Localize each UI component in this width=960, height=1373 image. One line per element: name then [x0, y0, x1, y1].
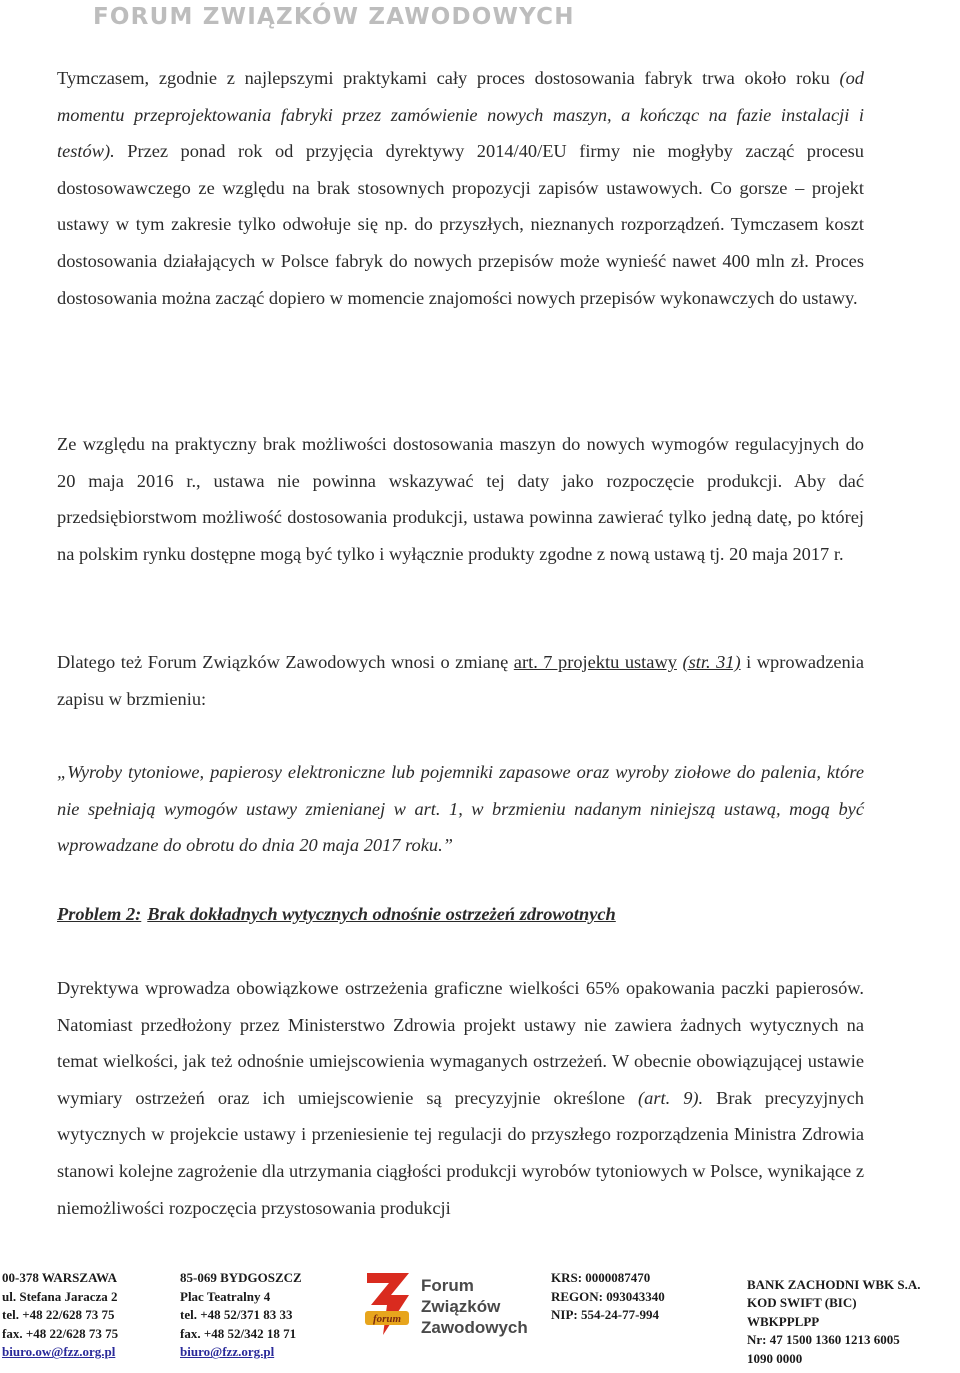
footer-registry-numbers: [551, 1269, 665, 1325]
footer-bank-details: [747, 1276, 920, 1368]
quoted-provision: „Wyroby tytoniowe, papierosy elektroniczne lub pojemniki zapasowe oraz wyroby ziołowe do palenia, które nie spełniają wymogów ustawy zmienianej w art. 1, w brzmieniu nadanym niniejszą ustawą, mogą być wprowadzane do obrotu do dnia 20 maja 2017 roku.”: [57, 762, 864, 856]
footer-bydgoszcz-city: 85-069 BYDGOSZCZ: [180, 1270, 302, 1285]
footer-krs: KRS: 0000087470: [551, 1270, 651, 1285]
footer-account-number: Nr: 47 1500 1360 1213 6005: [747, 1332, 900, 1348]
page-footer: [0, 1266, 960, 1373]
footer-warsaw-fax: fax. +48 22/628 73 75: [2, 1325, 119, 1341]
footer-bydgoszcz-email-link[interactable]: biuro@fzz.org.pl: [180, 1344, 275, 1360]
paragraph-3-text-e: i wprowadzenia zapisu w brzmieniu:: [57, 652, 864, 709]
paragraph-6-italic: (art. 9).: [638, 1087, 704, 1108]
paragraph-6-text-a: Dyrektywa wprowadza obowiązkowe ostrzeżenia graficzne wielkości 65% opakowania paczki papierosów. Natomiast przedłożony przez Ministerstwo Zdrowia projekt ustawy nie zawiera żadnych wytycznych na temat wielkości, jak też odnośnie umiejscowienia wymaganych ostrzeżeń. W obecnie obowiązującej ustawie wymiary ostrzeżeń oraz ich umiejscowienie są precyzyjnie określone: [57, 978, 864, 1108]
problem-heading: [57, 896, 616, 933]
fzz-logo-mark-icon: [361, 1271, 413, 1337]
logo-line-2: Związków: [421, 1297, 501, 1316]
paragraph-1-italic: (od momentu przeprojektowania fabryki przez zamówienie nowych maszyn, a kończąc na fazie instalacji i testów).: [57, 68, 864, 162]
problem-title: Brak dokładnych wytycznych odnośnie ostrzeżeń zdrowotnych: [147, 904, 616, 924]
logo-forum-word: forum: [372, 1313, 402, 1325]
fzz-logo-text: [421, 1275, 528, 1338]
footer-bydgoszcz-tel: tel. +48 52/371 83 33: [180, 1307, 293, 1323]
paragraph-3-text-a: Dlatego też Forum Związków Zawodowych wnosi o zmianę: [57, 652, 514, 672]
paragraph-6-text-c: Brak precyzyjnych wytycznych w projekcie ustawy i przeniesienie tej regulacji do przyszłego rozporządzenia Ministra Zdrowia stanowi kolejne zagrożenie dla utrzymania ciągłości produkcji wyrobów tytoniowych w Polsce, wynikające z niemożliwości rozpoczęcia przystosowania produkcji: [57, 1087, 864, 1218]
paragraph-1: [57, 60, 864, 316]
footer-bank-name: BANK ZACHODNI WBK S.A.: [747, 1277, 921, 1292]
footer-regon: REGON: 093043340: [551, 1288, 665, 1304]
problem-label: Problem 2:: [57, 904, 142, 924]
page-header-title: FORUM ZWIĄZKÓW ZAWODOWYCH: [93, 4, 575, 30]
footer-warsaw-address: [2, 1269, 118, 1362]
footer-nip: NIP: 554-24-77-994: [551, 1307, 659, 1323]
paragraph-1-text-a: Tymczasem, zgodnie z najlepszymi praktykami cały proces dostosowania fabryk trwa około roku: [57, 68, 840, 88]
footer-warsaw-email-link[interactable]: biuro.ow@fzz.org.pl: [2, 1344, 116, 1360]
footer-bydgoszcz-street: Plac Teatralny 4: [180, 1288, 271, 1304]
page-reference-link[interactable]: (str. 31): [682, 652, 741, 672]
paragraph-1-text-c: Przez ponad rok od przyjęcia dyrektywy 2014/40/EU firmy nie mogłyby zacząć procesu dostosowawczego ze względu na brak stosownych propozycji zapisów ustawowych. Co gorsze – projekt ustawy w tym zakresie tylko odwołuje się np. do przyszłych, nieznanych rozporządzeń. Tymczasem koszt dostosowania działających w Polsce fabryk do nowych przepisów może wynieść nawet 400 mln zł. Proces dostosowania można zacząć dopiero w momencie znajomości nowych przepisów wykonawczych do ustawy.: [57, 141, 864, 308]
article-reference-link[interactable]: art. 7 projektu ustawy: [513, 652, 677, 672]
paragraph-2: Ze względu na praktyczny brak możliwości dostosowania maszyn do nowych wymogów regulacyjnych do 20 maja 2016 r., ustawa nie powinna wskazywać tej daty jako rozpoczęcie produkcji. Aby dać przedsiębiorstwom możliwość dostosowania produkcji, ustawa powinna zawierać tylko jedną datę, po której na polskim rynku dostępne mogą być tylko i wyłącznie produkty zgodne z nową ustawą tj. 20 maja 2017 r.: [57, 434, 864, 564]
paragraph-3: [57, 644, 864, 717]
logo-line-3: Zawodowych: [421, 1318, 528, 1337]
logo-line-1: Forum: [421, 1276, 474, 1295]
footer-bydgoszcz-address: [180, 1269, 302, 1362]
fzz-logo: [361, 1271, 531, 1343]
paragraph-6: [57, 970, 864, 1226]
footer-account-number-cont: 1090 0000: [747, 1350, 803, 1366]
footer-swift-code: WBKPPLPP: [747, 1313, 820, 1329]
footer-warsaw-city: 00-378 WARSZAWA: [2, 1270, 117, 1285]
footer-swift-label: KOD SWIFT (BIC): [747, 1295, 857, 1311]
footer-warsaw-street: ul. Stefana Jaracza 2: [2, 1288, 118, 1304]
footer-warsaw-tel: tel. +48 22/628 73 75: [2, 1307, 115, 1323]
footer-bydgoszcz-fax: fax. +48 52/342 18 71: [180, 1325, 297, 1341]
